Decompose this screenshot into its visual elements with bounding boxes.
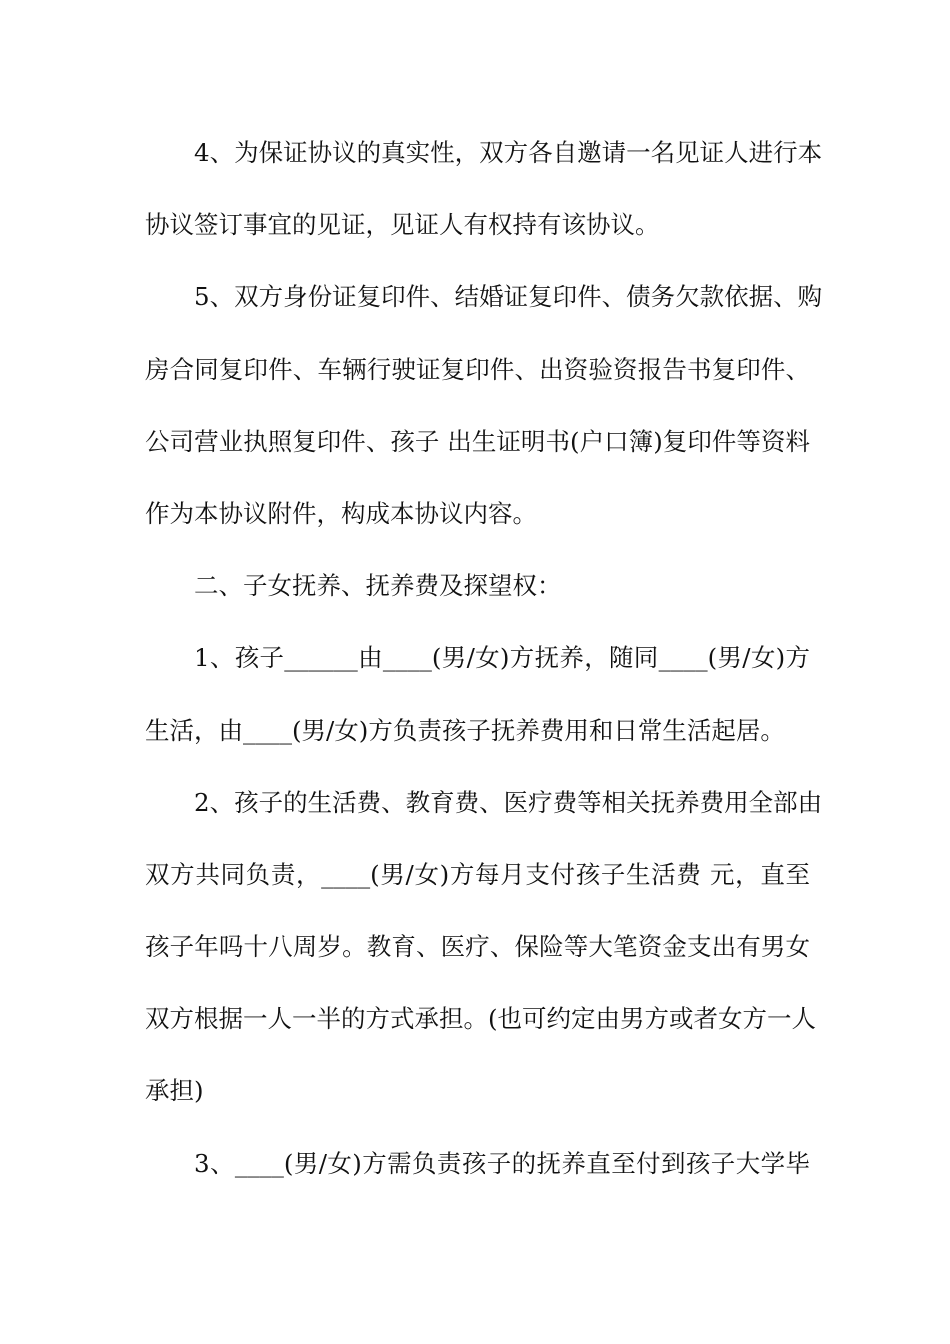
document-line: 房合同复印件、车辆行驶证复印件、出资验资报告书复印件、 [145,354,810,384]
document-line: 5、双方身份证复印件、结婚证复印件、债务欠款依据、购 [194,282,823,312]
document-line: 承担) [145,1076,204,1106]
document-line: 生活，由____(男/女)方负责孩子抚养费用和日常生活起居。 [145,715,785,745]
document-line: 2、孩子的生活费、教育费、医疗费等相关抚养费用全部由 [194,787,823,817]
document-line: 1、孩子______由____(男/女)方抚养，随同____(男/女)方 [194,643,811,673]
document-line: 双方共同负责，____(男/女)方每月支付孩子生活费 元，直至 [145,859,810,889]
document-line: 公司营业执照复印件、孩子 出生证明书(户口簿)复印件等资料 [145,426,810,456]
document-line: 孩子年吗十八周岁。教育、医疗、保险等大笔资金支出有男女 [145,932,810,962]
document-line: 3、____(男/女)方需负责孩子的抚养直至付到孩子大学毕 [194,1148,810,1178]
document-body [145,117,823,1200]
document-line: 协议签订事宜的见证，见证人有权持有该协议。 [145,210,660,240]
document-line: 双方根据一人一半的方式承担。(也可约定由男方或者女方一人 [145,1004,817,1034]
document-line: 二、子女抚养、抚养费及探望权： [194,571,562,601]
document-line: 4、为保证协议的真实性，双方各自邀请一名见证人进行本 [194,138,823,167]
document-line: 作为本协议附件，构成本协议内容。 [145,498,537,528]
